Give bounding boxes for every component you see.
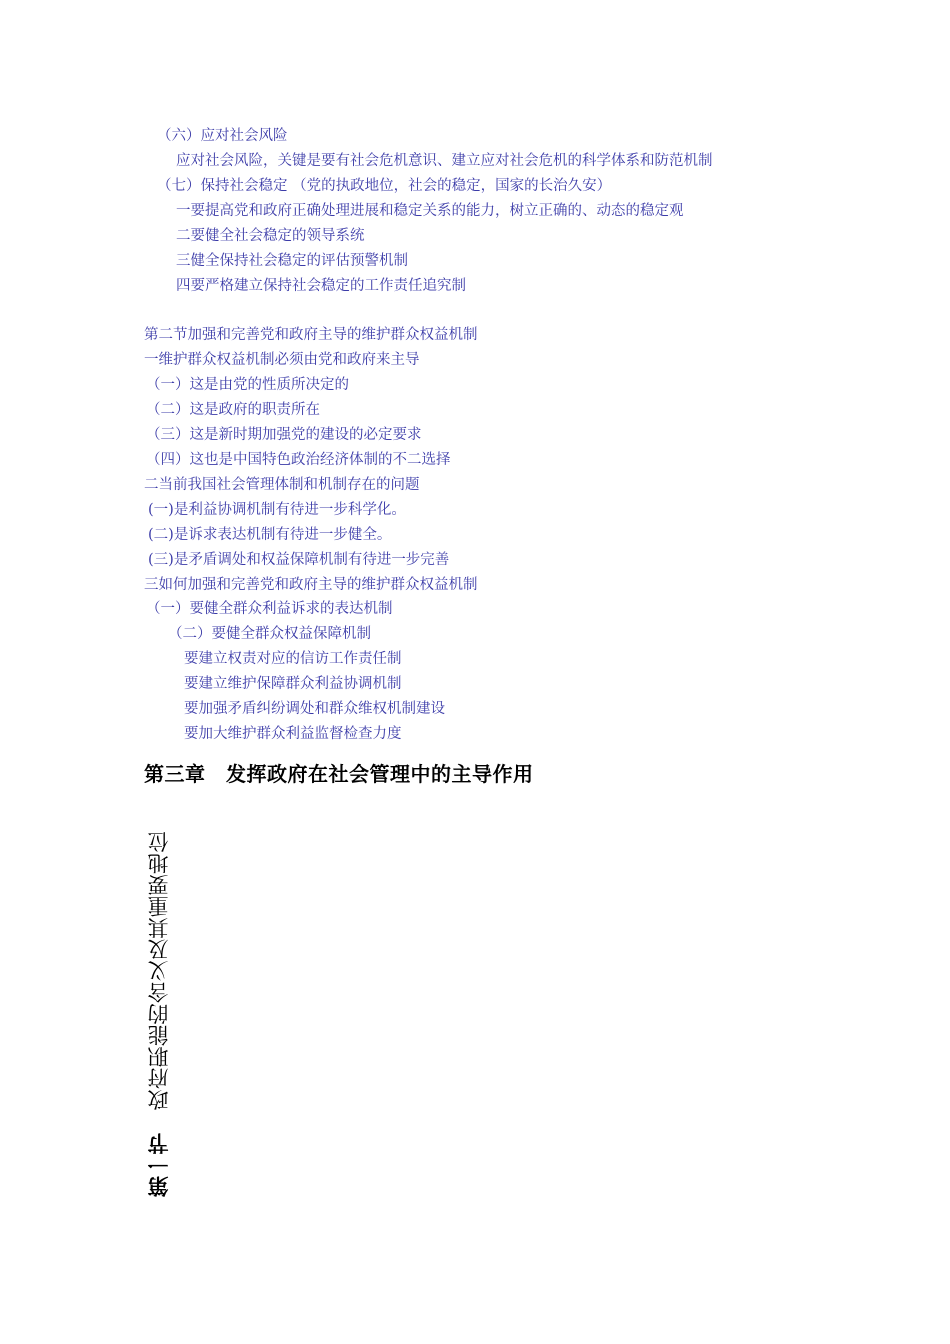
paragraph-line: 二要健全社会稳定的领导系统 [176, 228, 365, 244]
chapter-heading: 第三章 发挥政府在社会管理中的主导作用 [144, 762, 534, 786]
paragraph-line: （四）这也是中国特色政治经济体制的不二选择 [146, 452, 451, 468]
paragraph-line: 要加强矛盾纠纷调处和群众维权机制建设 [184, 701, 445, 717]
vertical-section-heading [144, 797, 170, 1197]
paragraph-line: （二）要健全群众权益保障机制 [168, 626, 371, 642]
paragraph-line: 三如何加强和完善党和政府主导的维护群众权益机制 [144, 577, 478, 593]
vertical-heading-prefix: 第一节 [147, 1132, 171, 1197]
vertical-heading-title: 政府职能的含义及其重要地位 [147, 831, 171, 1111]
paragraph-line: （三）这是新时期加强党的建设的必定要求 [146, 427, 422, 443]
section-heading: 第二节加强和完善党和政府主导的维护群众权益机制 [144, 327, 478, 343]
paragraph-line: (二)是诉求表达机制有待进一步健全。 [148, 527, 392, 543]
paragraph-line: 要建立维护保障群众利益协调机制 [184, 676, 402, 692]
paragraph-line: 四要严格建立保持社会稳定的工作责任追究制 [176, 278, 466, 294]
subsection-heading-7: （七）保持社会稳定 （党的执政地位，社会的稳定，国家的长治久安） [157, 178, 612, 194]
subsection-heading-6: （六）应对社会风险 [157, 128, 288, 144]
paragraph-line: (三)是矛盾调处和权益保障机制有待进一步完善 [148, 552, 450, 568]
paragraph-line: 要建立权责对应的信访工作责任制 [184, 651, 402, 667]
paragraph-line: （一）要健全群众利益诉求的表达机制 [146, 601, 393, 617]
paragraph-line: 要加大维护群众利益监督检查力度 [184, 726, 402, 742]
paragraph-line: （一）这是由党的性质所决定的 [146, 377, 349, 393]
paragraph-line: （二）这是政府的职责所在 [146, 402, 320, 418]
paragraph-line: (一)是利益协调机制有待进一步科学化。 [148, 502, 406, 518]
paragraph-line: 应对社会风险，关键是要有社会危机意识、建立应对社会危机的科学体系和防范机制 [176, 153, 713, 169]
paragraph-line: 三健全保持社会稳定的评估预警机制 [176, 253, 408, 269]
paragraph-line: 一维护群众权益机制必须由党和政府来主导 [144, 352, 420, 368]
paragraph-line: 一要提高党和政府正确处理进展和稳定关系的能力，树立正确的、动态的稳定观 [176, 203, 684, 219]
paragraph-line: 二当前我国社会管理体制和机制存在的问题 [144, 477, 420, 493]
